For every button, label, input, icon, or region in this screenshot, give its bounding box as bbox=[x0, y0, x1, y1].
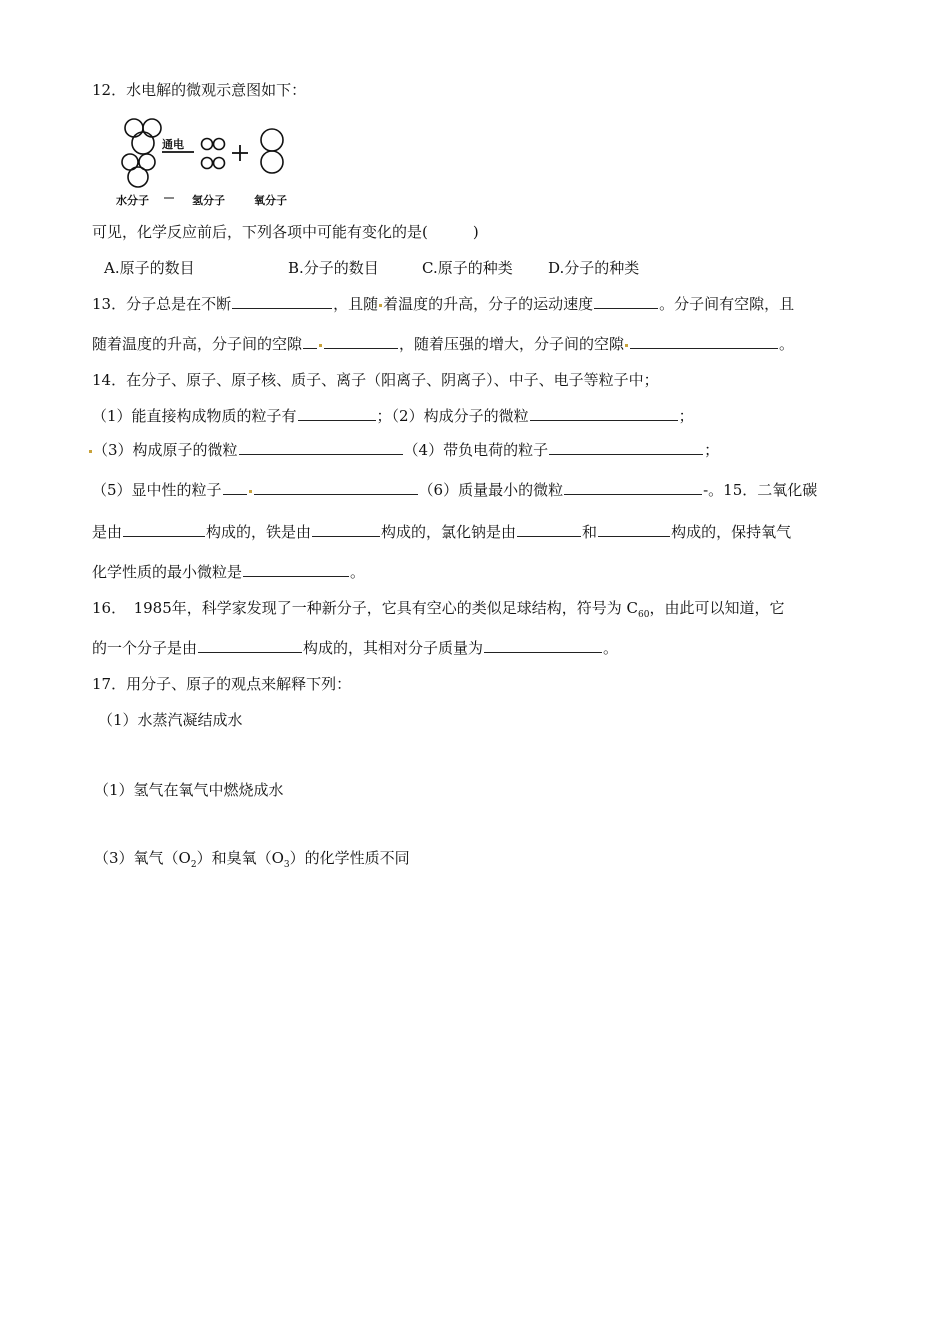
answer-blank[interactable] bbox=[223, 480, 247, 495]
q12-question: 可见，化学反应前后，下列各项中可能有变化的是( ) bbox=[92, 223, 479, 241]
option-d: D.分子的种类 bbox=[548, 259, 640, 277]
q13-line1 bbox=[92, 294, 794, 314]
q17-item2: （1）氢气在氧气中燃烧成水 bbox=[94, 781, 284, 799]
q16-subscript: 60 bbox=[638, 610, 650, 620]
q16-line1 bbox=[92, 598, 784, 625]
q16-text-e: 。 bbox=[603, 639, 619, 657]
oxygen-label: 氧分子 bbox=[254, 194, 287, 207]
q14-part2: ；（2）构成分子的微粒 bbox=[376, 407, 529, 425]
arrow-label: 通电 bbox=[162, 138, 184, 151]
q15-line2 bbox=[92, 562, 365, 582]
answer-blank[interactable] bbox=[123, 522, 205, 537]
q16-text-c: 的一个分子是由 bbox=[92, 639, 198, 657]
q17-title-text: 17．用分子、原子的观点来解释下列： bbox=[92, 675, 352, 693]
q15-text-c: 构成的，氯化钠是由 bbox=[381, 523, 517, 541]
electrolysis-diagram bbox=[112, 112, 312, 210]
water-label: 水分子 bbox=[116, 194, 149, 207]
q14-title: 14．在分子、原子、原子核、质子、离子（阳离子、阴离子）、中子、电子等粒子中； bbox=[92, 371, 659, 389]
answer-blank[interactable] bbox=[303, 334, 317, 349]
answer-blank[interactable] bbox=[324, 334, 398, 349]
answer-blank[interactable] bbox=[484, 638, 602, 653]
q15-start: 二氧化碳 bbox=[757, 481, 818, 499]
hydrogen-label: 氢分子 bbox=[192, 194, 225, 207]
q13-text-g: 。 bbox=[779, 335, 795, 353]
q13-text-a: 13．分子总是在不断 bbox=[92, 295, 232, 313]
o-atom bbox=[132, 132, 154, 154]
answer-blank[interactable] bbox=[549, 440, 703, 455]
q14-part1: （1）能直接构成物质的粒子有 bbox=[92, 407, 297, 425]
mark-dot bbox=[319, 344, 322, 347]
q14-line1 bbox=[92, 406, 694, 426]
q15-text-f: 化学性质的最小微粒是 bbox=[92, 563, 243, 581]
q14-part6: （6）质量最小的微粒 bbox=[418, 481, 564, 499]
q16-text-b: ，由此可以知道，它 bbox=[649, 599, 785, 617]
q17-item3-a: （3）氧气（O bbox=[94, 849, 191, 867]
answer-blank[interactable] bbox=[298, 406, 376, 421]
q14-part3: （3）构成原子的微粒 bbox=[93, 441, 238, 459]
q13-text-f: ，随着压强的增大，分子间的空隙 bbox=[399, 335, 625, 353]
q15-text-g: 。 bbox=[350, 563, 366, 581]
q14-line2 bbox=[88, 440, 719, 460]
q15-line1 bbox=[92, 522, 791, 542]
answer-blank[interactable] bbox=[239, 440, 403, 455]
q16-line2 bbox=[92, 638, 618, 658]
subscript: 3 bbox=[283, 860, 290, 870]
answer-blank[interactable] bbox=[630, 334, 778, 349]
q13-line2 bbox=[92, 334, 794, 354]
answer-blank[interactable] bbox=[312, 522, 380, 537]
q17-item3 bbox=[94, 848, 410, 875]
mark-dot bbox=[89, 450, 92, 453]
mark-dot bbox=[625, 344, 628, 347]
option-b: B.分子的数目 bbox=[288, 259, 379, 277]
q14-part5: （5）显中性的粒子 bbox=[92, 481, 222, 499]
q15-text-b: 构成的，铁是由 bbox=[206, 523, 312, 541]
answer-blank[interactable] bbox=[254, 480, 418, 495]
q17-item3-b: ）和臭氧（O bbox=[196, 849, 284, 867]
h-atom bbox=[125, 119, 143, 137]
answer-blank[interactable] bbox=[243, 562, 349, 577]
answer-blank[interactable] bbox=[564, 480, 702, 495]
q17-title bbox=[92, 674, 351, 694]
q14-end: -。15． bbox=[703, 481, 758, 499]
q17-item1: （1）水蒸汽凝结成水 bbox=[98, 711, 243, 729]
subscript: 2 bbox=[190, 860, 197, 870]
answer-blank[interactable] bbox=[594, 294, 658, 309]
q17-item3-c: ）的化学性质不同 bbox=[289, 849, 410, 867]
q16-text-a: 16． 1985年，科学家发现了一种新分子，它具有空心的类似足球结构，符号为 C bbox=[92, 599, 639, 617]
q16-text-d: 构成的，其相对分子质量为 bbox=[303, 639, 484, 657]
q15-text-e: 构成的，保持氧气 bbox=[671, 523, 792, 541]
answer-blank[interactable] bbox=[198, 638, 302, 653]
answer-blank[interactable] bbox=[598, 522, 670, 537]
answer-blank[interactable] bbox=[530, 406, 678, 421]
q14-end: ； bbox=[704, 441, 720, 459]
option-c: C.原子的种类 bbox=[422, 259, 513, 277]
q14-part4: （4）带负电荷的粒子 bbox=[403, 441, 549, 459]
q13-text-e: 随着温度的升高，分子间的空隙 bbox=[92, 335, 303, 353]
q14-end: ； bbox=[678, 407, 694, 425]
q13-text-c: 着温度的升高，分子的运动速度 bbox=[383, 295, 594, 313]
answer-blank[interactable] bbox=[232, 294, 332, 309]
q13-text-d: 。分子间有空隙，且 bbox=[659, 295, 795, 313]
q14-line3 bbox=[92, 480, 817, 500]
q12-title: 12．水电解的微观示意图如下： bbox=[92, 81, 307, 99]
q13-text-b: ，且随 bbox=[333, 295, 379, 313]
answer-blank[interactable] bbox=[517, 522, 581, 537]
mark-dot bbox=[249, 490, 252, 493]
mark-dot bbox=[379, 304, 382, 307]
q15-text-a: 是由 bbox=[92, 523, 123, 541]
q15-text-d: 和 bbox=[582, 523, 598, 541]
option-a: A.原子的数目 bbox=[104, 259, 195, 277]
q12-options bbox=[104, 258, 639, 278]
